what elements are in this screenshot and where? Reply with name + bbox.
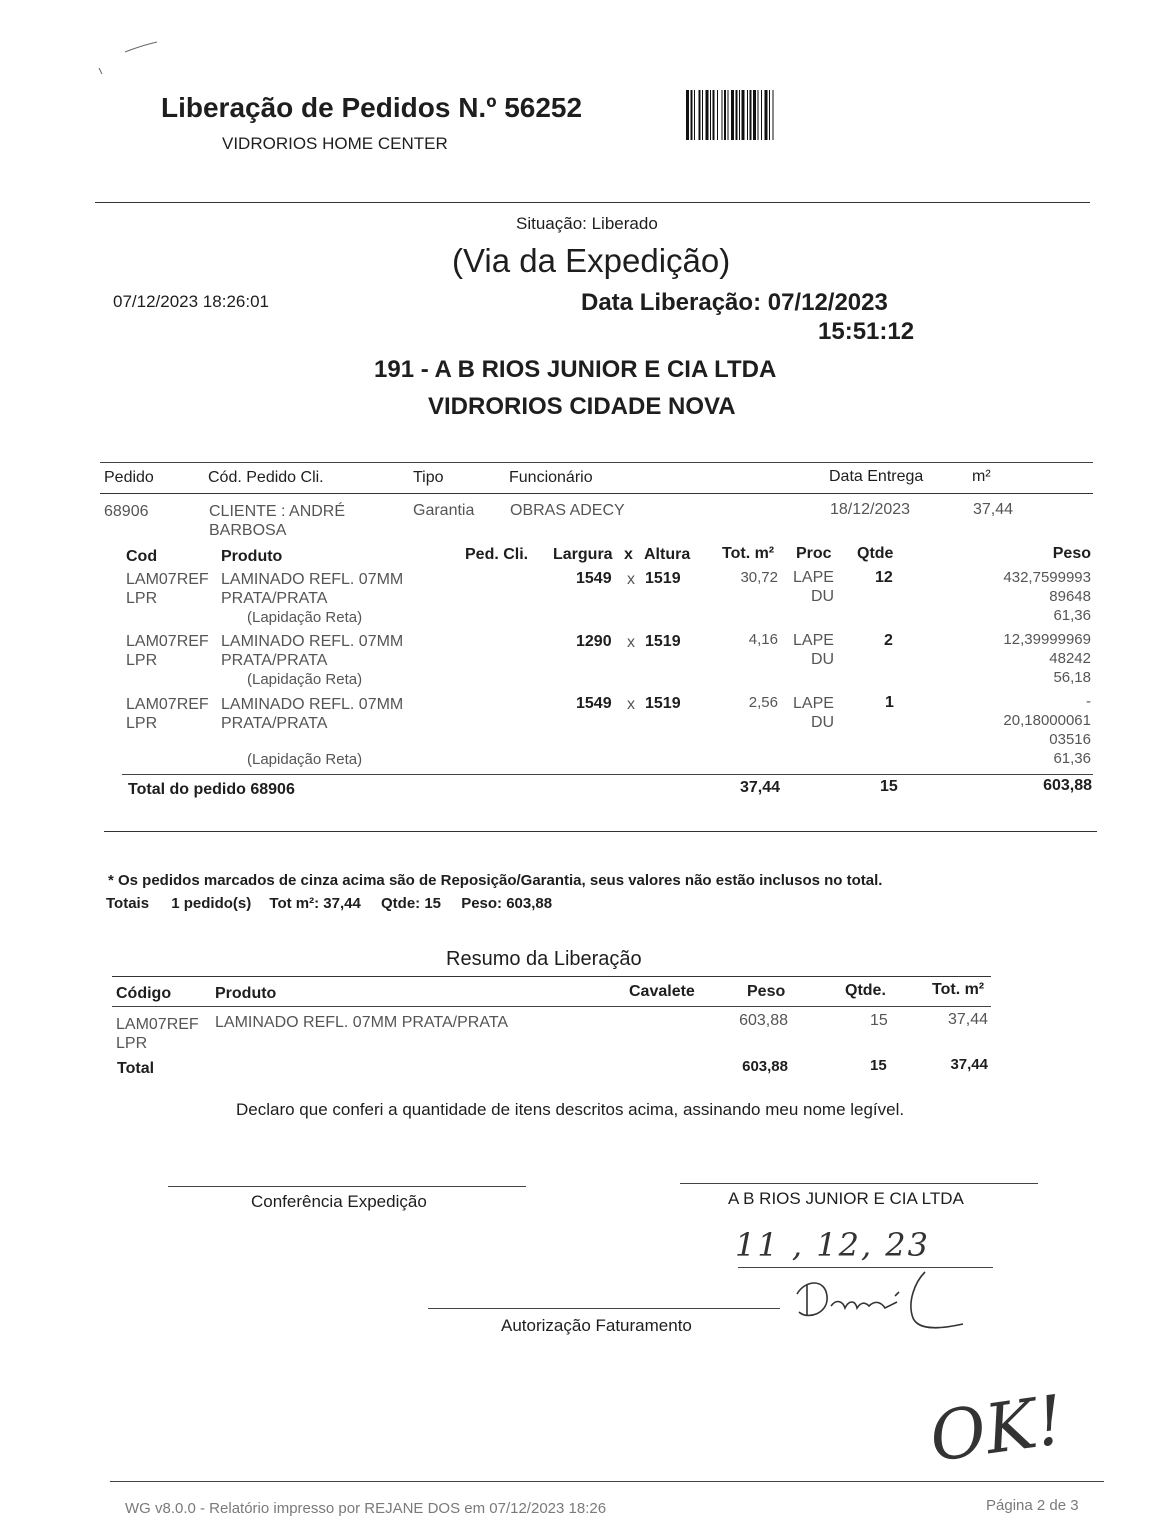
item-weight-line2: 48242	[1049, 650, 1091, 667]
barcode-bar	[769, 90, 770, 140]
item-weight-line3: 61,36	[1053, 750, 1091, 767]
item-code-line1: LAM07REF	[126, 571, 209, 588]
barcode-bar	[713, 90, 715, 140]
barcode-bar	[739, 90, 740, 140]
item-proc-line2: DU	[811, 714, 835, 731]
barcode-bar	[686, 90, 689, 140]
item-product-line1: LAMINADO REFL. 07MM	[221, 633, 404, 650]
order-client-code	[209, 502, 345, 540]
totals-weight: Peso: 603,88	[461, 895, 553, 912]
barcode-bar	[706, 90, 709, 140]
summary-row-m2: 37,44	[947, 1011, 988, 1028]
item-proc-line2: DU	[811, 588, 835, 605]
item-product	[221, 695, 403, 733]
item-code-line2: LPR	[126, 715, 158, 732]
handwritten-signature	[785, 1262, 970, 1337]
footer-page-number: Página 2 de 3	[986, 1497, 1079, 1514]
barcode-bar	[761, 90, 762, 140]
item-proc	[793, 568, 834, 606]
summary-title: Resumo da Liberação	[446, 948, 642, 970]
summary-row-qty: 15	[870, 1012, 888, 1029]
signature-line	[168, 1186, 526, 1187]
item-code	[126, 570, 209, 608]
item-product-line2: PRATA/PRATA	[221, 590, 328, 607]
release-date-label: Data Liberação:	[581, 289, 762, 316]
summary-col-codigo: Código	[116, 985, 172, 1002]
barcode-bar	[710, 90, 711, 140]
item-proc-line2: DU	[811, 651, 835, 668]
barcode-bar	[736, 90, 738, 140]
barcode-bar	[722, 90, 723, 140]
item-col-cod: Cod	[126, 548, 158, 565]
divider	[95, 202, 1090, 203]
item-col-x: x	[624, 546, 633, 563]
item-product-line2: PRATA/PRATA	[221, 715, 328, 732]
item-proc-line1: LAPE	[793, 695, 834, 712]
item-proc	[793, 694, 834, 732]
item-col-altura: Altura	[644, 546, 691, 563]
summary-total-qty: 15	[870, 1057, 887, 1074]
totals-orders: 1 pedido(s)	[171, 895, 252, 912]
item-proc-line1: LAPE	[793, 632, 834, 649]
totals-line	[106, 895, 552, 912]
item-weight-line0: -	[1086, 693, 1091, 710]
order-total-m2: 37,44	[739, 779, 780, 796]
item-finish: (Lapidação Reta)	[247, 671, 363, 688]
item-product	[221, 570, 403, 627]
divider	[112, 976, 991, 977]
item-tot-m2: 4,16	[748, 631, 778, 648]
summary-col-peso: Peso	[747, 983, 786, 1000]
item-proc	[793, 631, 834, 669]
item-x: x	[627, 571, 635, 588]
item-col-produto: Produto	[221, 548, 283, 565]
totals-m2: Tot m²: 37,44	[269, 895, 361, 912]
footer-print-info: WG v8.0.0 - Relatório impresso por REJANE DOS em 07/12/2023 18:26	[125, 1500, 607, 1517]
signature-line	[680, 1183, 1038, 1184]
col-tipo: Tipo	[413, 469, 444, 486]
order-employee: OBRAS ADECY	[510, 502, 625, 519]
barcode-bar	[731, 90, 734, 140]
item-qty: 2	[884, 632, 893, 649]
totals-qty: Qtde: 15	[381, 895, 442, 912]
declaration-text: Declaro que conferi a quantidade de itens descritos acima, assinando meu nome legível.	[236, 1100, 905, 1119]
company-signature-label: A B RIOS JUNIOR E CIA LTDA	[728, 1189, 964, 1208]
item-weight-line2: 89648	[1049, 588, 1091, 605]
item-product	[221, 632, 403, 689]
item-code-line2: LPR	[126, 590, 158, 607]
item-product-line1: LAMINADO REFL. 07MM	[221, 571, 404, 588]
totals-label: Totais	[106, 895, 150, 912]
order-client-code-line1: CLIENTE : ANDRÉ	[209, 503, 346, 520]
item-proc-line1: LAPE	[793, 569, 834, 586]
item-code-line1: LAM07REF	[126, 633, 209, 650]
summary-row-code-line1: LAM07REF	[116, 1016, 199, 1033]
print-datetime: 07/12/2023 18:26:01	[113, 292, 269, 311]
item-code	[126, 632, 209, 670]
handwritten-ok: OK!	[925, 1381, 1069, 1478]
summary-col-qtde: Qtde.	[845, 982, 886, 999]
item-col-qtde: Qtde	[857, 545, 894, 562]
item-height: 1519	[645, 633, 681, 650]
status-text: Situação: Liberado	[516, 214, 658, 233]
barcode-bar	[717, 90, 718, 140]
barcode-bar	[728, 90, 729, 140]
item-weight-line2: 03516	[1049, 731, 1091, 748]
item-finish: (Lapidação Reta)	[247, 751, 363, 768]
col-cod-pedido-cli: Cód. Pedido Cli.	[208, 469, 324, 486]
item-height: 1519	[645, 570, 681, 587]
summary-col-tot-m2: Tot. m²	[932, 981, 985, 998]
barcode-bar	[724, 90, 726, 140]
item-weight	[960, 692, 1091, 768]
item-width: 1290	[576, 633, 612, 650]
order-total-qty: 15	[880, 778, 898, 795]
item-qty: 1	[885, 694, 894, 711]
item-finish: (Lapidação Reta)	[247, 609, 363, 626]
barcode	[686, 90, 862, 140]
item-col-largura: Largura	[553, 546, 613, 563]
col-m2: m²	[972, 468, 991, 485]
summary-total-m2: 37,44	[950, 1056, 988, 1073]
release-date	[581, 289, 888, 317]
item-col-peso: Peso	[1052, 545, 1091, 562]
company-name: VIDRORIOS HOME CENTER	[222, 134, 448, 153]
item-product-line1: LAMINADO REFL. 07MM	[221, 696, 404, 713]
item-product-line2: PRATA/PRATA	[221, 652, 328, 669]
divider	[112, 1006, 991, 1007]
summary-total-weight: 603,88	[742, 1058, 788, 1075]
order-delivery-date: 18/12/2023	[830, 501, 911, 518]
col-funcionario: Funcionário	[509, 469, 593, 486]
barcode-bar	[699, 90, 701, 140]
summary-col-cavalete: Cavalete	[629, 983, 695, 1000]
divider	[110, 1481, 1104, 1482]
summary-row-code-line2: LPR	[116, 1035, 148, 1052]
item-weight	[960, 568, 1091, 625]
col-data-entrega: Data Entrega	[829, 468, 924, 485]
item-qty: 12	[875, 569, 893, 586]
gray-rows-note: * Os pedidos marcados de cinza acima são de Reposição/Garantia, seus valores não estão inclusos no total.	[108, 872, 883, 889]
order-number: 68906	[104, 503, 149, 520]
divider	[100, 493, 1093, 494]
barcode-bar	[694, 90, 695, 140]
divider	[104, 831, 1097, 832]
copy-type-title: (Via da Expedição)	[452, 242, 731, 279]
divider	[100, 462, 1093, 463]
item-col-tot-m2: Tot. m²	[722, 545, 775, 562]
barcode-bar	[758, 90, 759, 140]
signature-line	[428, 1308, 780, 1309]
barcode-bar	[753, 90, 756, 140]
scan-mark	[95, 38, 165, 78]
item-weight-line3: 56,18	[1053, 669, 1091, 686]
item-tot-m2: 2,56	[748, 694, 778, 711]
item-tot-m2: 30,72	[740, 569, 778, 586]
summary-row-code	[116, 1015, 199, 1053]
order-type: Garantia	[413, 502, 475, 519]
barcode-bar	[773, 90, 774, 140]
handwritten-date: 11 , 12, 23	[735, 1226, 931, 1264]
item-col-ped-cli: Ped. Cli.	[465, 546, 529, 563]
client-name: 191 - A B RIOS JUNIOR E CIA LTDA	[374, 356, 777, 383]
document-title: Liberação de Pedidos N.º 56252	[161, 92, 583, 123]
item-width: 1549	[576, 570, 612, 587]
order-total-label: Total do pedido 68906	[128, 781, 295, 798]
conferencia-label: Conferência Expedição	[251, 1192, 427, 1211]
barcode-bar	[750, 90, 752, 140]
item-weight-line1: 432,7599993	[1003, 569, 1091, 586]
item-weight-line1: 12,39999969	[1003, 631, 1091, 648]
item-height: 1519	[645, 695, 681, 712]
item-code	[126, 695, 209, 733]
divider	[122, 774, 1093, 775]
summary-row-product: LAMINADO REFL. 07MM PRATA/PRATA	[215, 1014, 509, 1031]
item-col-proc: Proc	[796, 545, 832, 562]
summary-col-produto: Produto	[215, 985, 277, 1002]
order-total-weight: 603,88	[1043, 777, 1092, 794]
client-store: VIDRORIOS CIDADE NOVA	[428, 393, 736, 420]
item-weight-line1: 20,18000061	[1003, 712, 1091, 729]
item-x: x	[627, 634, 635, 651]
barcode-bar	[765, 90, 768, 140]
order-m2: 37,44	[973, 501, 1014, 518]
item-code-line1: LAM07REF	[126, 696, 209, 713]
item-weight-line3: 61,36	[1053, 607, 1091, 624]
release-date-value: 07/12/2023	[767, 289, 888, 316]
barcode-bar	[742, 90, 745, 140]
barcode-bar	[702, 90, 703, 140]
summary-total-label: Total	[117, 1060, 155, 1077]
release-time: 15:51:12	[818, 318, 915, 345]
item-weight	[960, 630, 1091, 687]
col-pedido: Pedido	[104, 469, 154, 486]
barcode-bar	[691, 90, 693, 140]
item-x: x	[627, 696, 635, 713]
summary-row-weight: 603,88	[739, 1012, 788, 1029]
item-code-line2: LPR	[126, 652, 158, 669]
order-client-code-line2: BARBOSA	[209, 522, 287, 539]
autorizacao-label: Autorização Faturamento	[501, 1316, 692, 1335]
item-width: 1549	[576, 695, 612, 712]
barcode-bar	[747, 90, 748, 140]
